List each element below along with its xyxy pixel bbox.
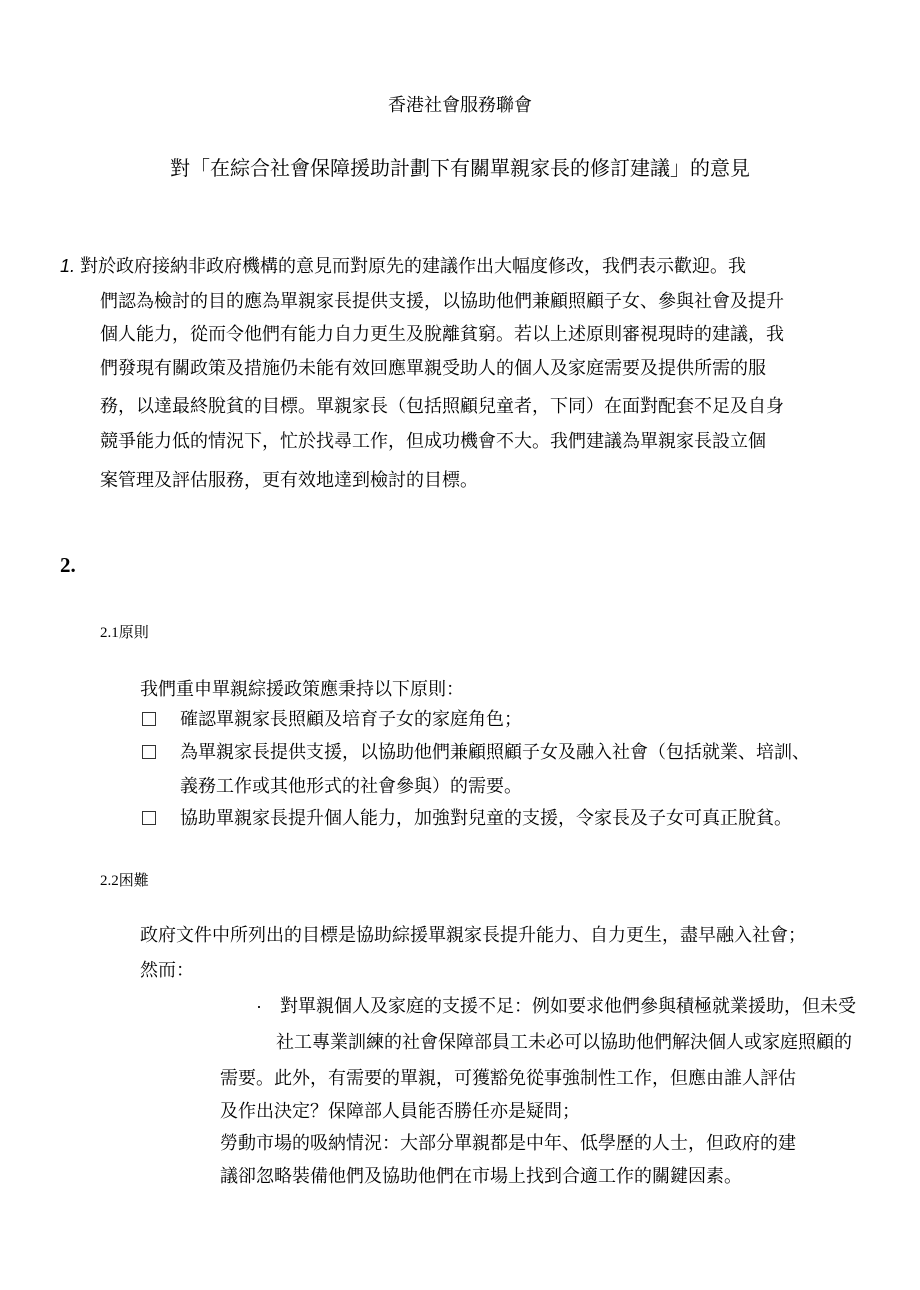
paragraph-line: 案管理及評估服務，更有效地達到檢討的目標。: [100, 470, 478, 490]
paragraph-line: 們認為檢討的目的應為單親家長提供支援，以協助他們兼顧照顧子女、參與社會及提升: [100, 291, 784, 311]
bullet-dot-icon: ·: [256, 996, 262, 1016]
difficulty-line: 需要。此外，有需要的單親，可獲豁免從事強制性工作，但應由誰人評估: [220, 1068, 796, 1088]
principle-item: 協助單親家長提升個人能力，加強對兒童的支援，令家長及子女可真正脫貧。: [180, 808, 792, 828]
checkbox-bullet-icon: [142, 811, 156, 825]
principle-item: 為單親家長提供支援，以協助他們兼顧照顧子女及融入社會（包括就業、培訓、: [180, 742, 810, 762]
difficulty-line: 及作出決定？保障部人員能否勝任亦是疑問；: [220, 1101, 580, 1121]
section-2-number: 2.: [60, 553, 76, 577]
difficulty-line: 對單親個人及家庭的支援不足：例如要求他們參與積極就業援助，但未受: [280, 996, 856, 1016]
paragraph-line: 們發現有關政策及措施仍未能有效回應單親受助人的個人及家庭需要及提供所需的服: [100, 358, 766, 378]
subsection-heading: 2.1原則: [100, 625, 149, 641]
paragraph-line: 務，以達最終脫貧的目標。單親家長（包括照顧兒童者，下同）在面對配套不足及自身: [100, 396, 784, 416]
intro-text: 政府文件中所列出的目標是協助綜援單親家長提升能力、自力更生，盡早融入社會；: [140, 925, 806, 945]
section-1-number: 1.: [60, 256, 76, 276]
paragraph-line: 個人能力，從而令他們有能力自力更生及脫離貧窮。若以上述原則審視現時的建議，我: [100, 324, 784, 344]
intro-text: 我們重申單親綜援政策應秉持以下原則：: [140, 679, 464, 699]
subsection-heading: 2.2困難: [100, 873, 149, 889]
difficulty-line: 社工專業訓練的社會保障部員工未必可以協助他們解決個人或家庭照顧的: [276, 1032, 852, 1052]
paragraph-line: 對於政府接納非政府機構的意見而對原先的建議作出大幅度修改，我們表示歡迎。我: [80, 256, 746, 276]
paragraph-line: 競爭能力低的情況下，忙於找尋工作，但成功機會不大。我們建議為單親家長設立個: [100, 431, 766, 451]
intro-text: 然而：: [140, 960, 194, 980]
difficulty-line: 議卻忽略裝備他們及協助他們在市場上找到合適工作的關鍵因素。: [220, 1166, 742, 1186]
org-title: 香港社會服務聯會: [388, 95, 532, 115]
difficulty-line: 勞動市場的吸納情況：大部分單親都是中年、低學歷的人士，但政府的建: [220, 1133, 796, 1153]
checkbox-bullet-icon: [142, 745, 156, 759]
document-title: 對「在綜合社會保障援助計劃下有關單親家長的修訂建議」的意見: [170, 158, 750, 180]
checkbox-bullet-icon: [142, 712, 156, 726]
principle-item: 確認單親家長照顧及培育子女的家庭角色；: [180, 709, 522, 729]
principle-item-continued: 義務工作或其他形式的社會參與）的需要。: [180, 776, 522, 796]
